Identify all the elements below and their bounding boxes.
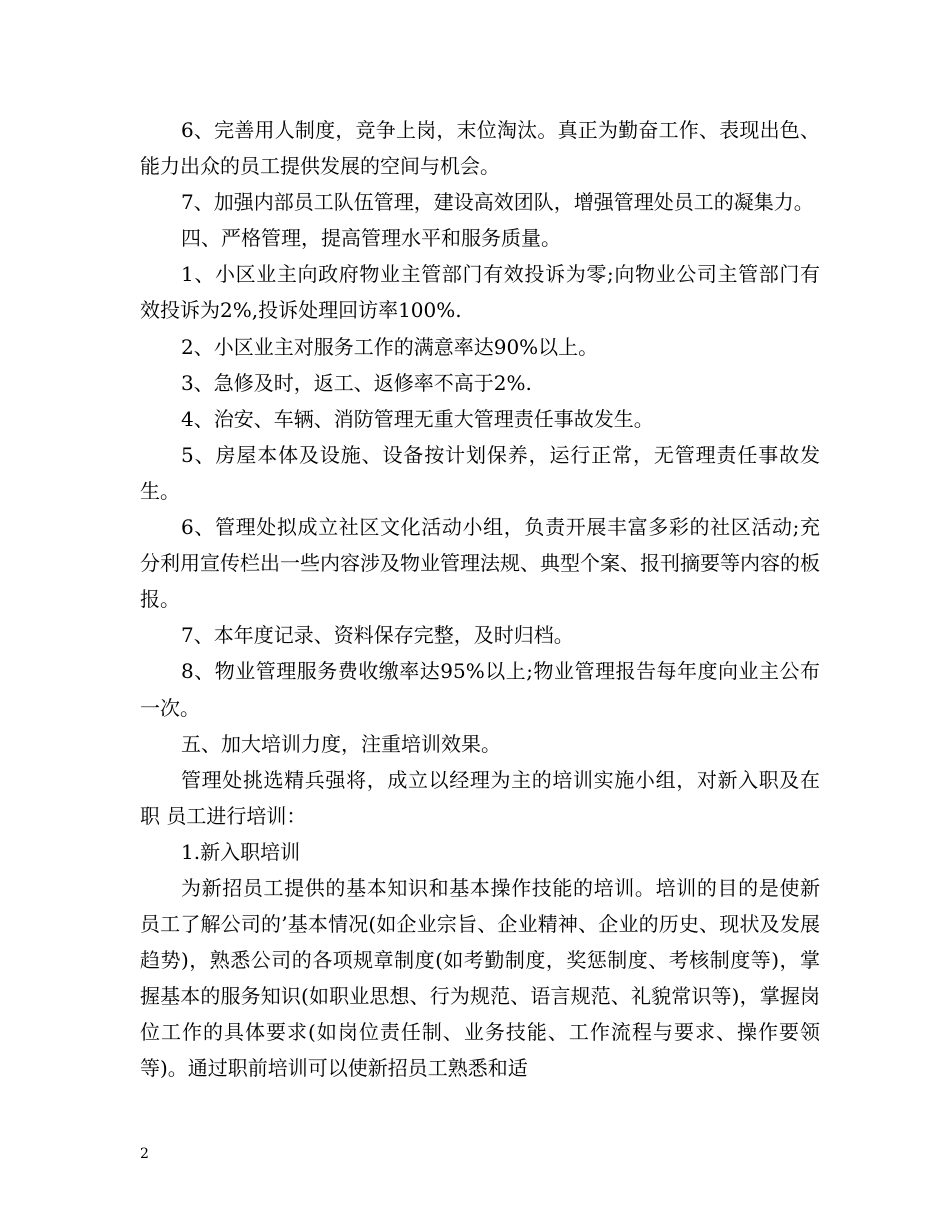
page-number: 2 (140, 1146, 149, 1162)
paragraph-9: 7、本年度记录、资料保存完整，及时归档。 (181, 623, 574, 648)
paragraph-10: 8、物业管理服务费收缴率达95%以上;物业管理报告每年度向业主公布一次。 (140, 659, 820, 720)
document-body (140, 112, 820, 1087)
paragraph-3: 1、小区业主向政府物业主管部门有效投诉为零;向物业公司主管部门有效投诉为2%,投诉处理回访率100%. (140, 262, 820, 323)
paragraph-2: 7、加强内部员工队伍管理，建设高效团队，增强管理处员工的凝集力。 (181, 190, 814, 215)
section-heading-5: 五、加大培训力度，注重培训效果。 (181, 731, 501, 756)
subheading-new-hire-training: 1.新入职培训 (181, 839, 301, 864)
paragraph-5: 3、急修及时，返工、返修率不高于2%. (181, 370, 532, 395)
paragraph-11: 管理处挑选精兵强将，成立以经理为主的培训实施小组，对新入职及在职 员工进行培训： (140, 767, 820, 828)
paragraph-12: 为新招员工提供的基本知识和基本操作技能的培训。培训的目的是使新员工了解公司的’基本情况(如企业宗旨、企业精神、企业的历史、现状及发展趋势)，熟悉公司的各项规章制度(如考勤制度，奖惩制度、考核制度等)，掌握基本的服务知识(如职业思想、行为规范、语言规范、礼貌常识等)，掌握岗位工作的具体要求(如岗位责任制、业务技能、工作流程与要求、操作要领等)。通过职前培训可以使新招员工熟悉和适 (140, 875, 820, 1081)
paragraph-7: 5、房屋本体及设施、设备按计划保养，运行正常，无管理责任事故发生。 (140, 442, 820, 503)
section-heading-4: 四、严格管理，提高管理水平和服务质量。 (181, 226, 561, 251)
paragraph-6: 4、治安、车辆、消防管理无重大管理责任事故发生。 (181, 406, 654, 431)
paragraph-4: 2、小区业主对服务工作的满意率达90%以上。 (181, 334, 599, 359)
paragraph-1: 6、完善用人制度，竞争上岗，末位淘汰。真正为勤奋工作、表现出色、能力出众的员工提供发展的空间与机会。 (140, 118, 820, 179)
paragraph-8: 6、管理处拟成立社区文化活动小组，负责开展丰富多彩的社区活动;充分利用宣传栏出一些内容涉及物业管理法规、典型个案、报刊摘要等内容的板报。 (140, 515, 820, 612)
